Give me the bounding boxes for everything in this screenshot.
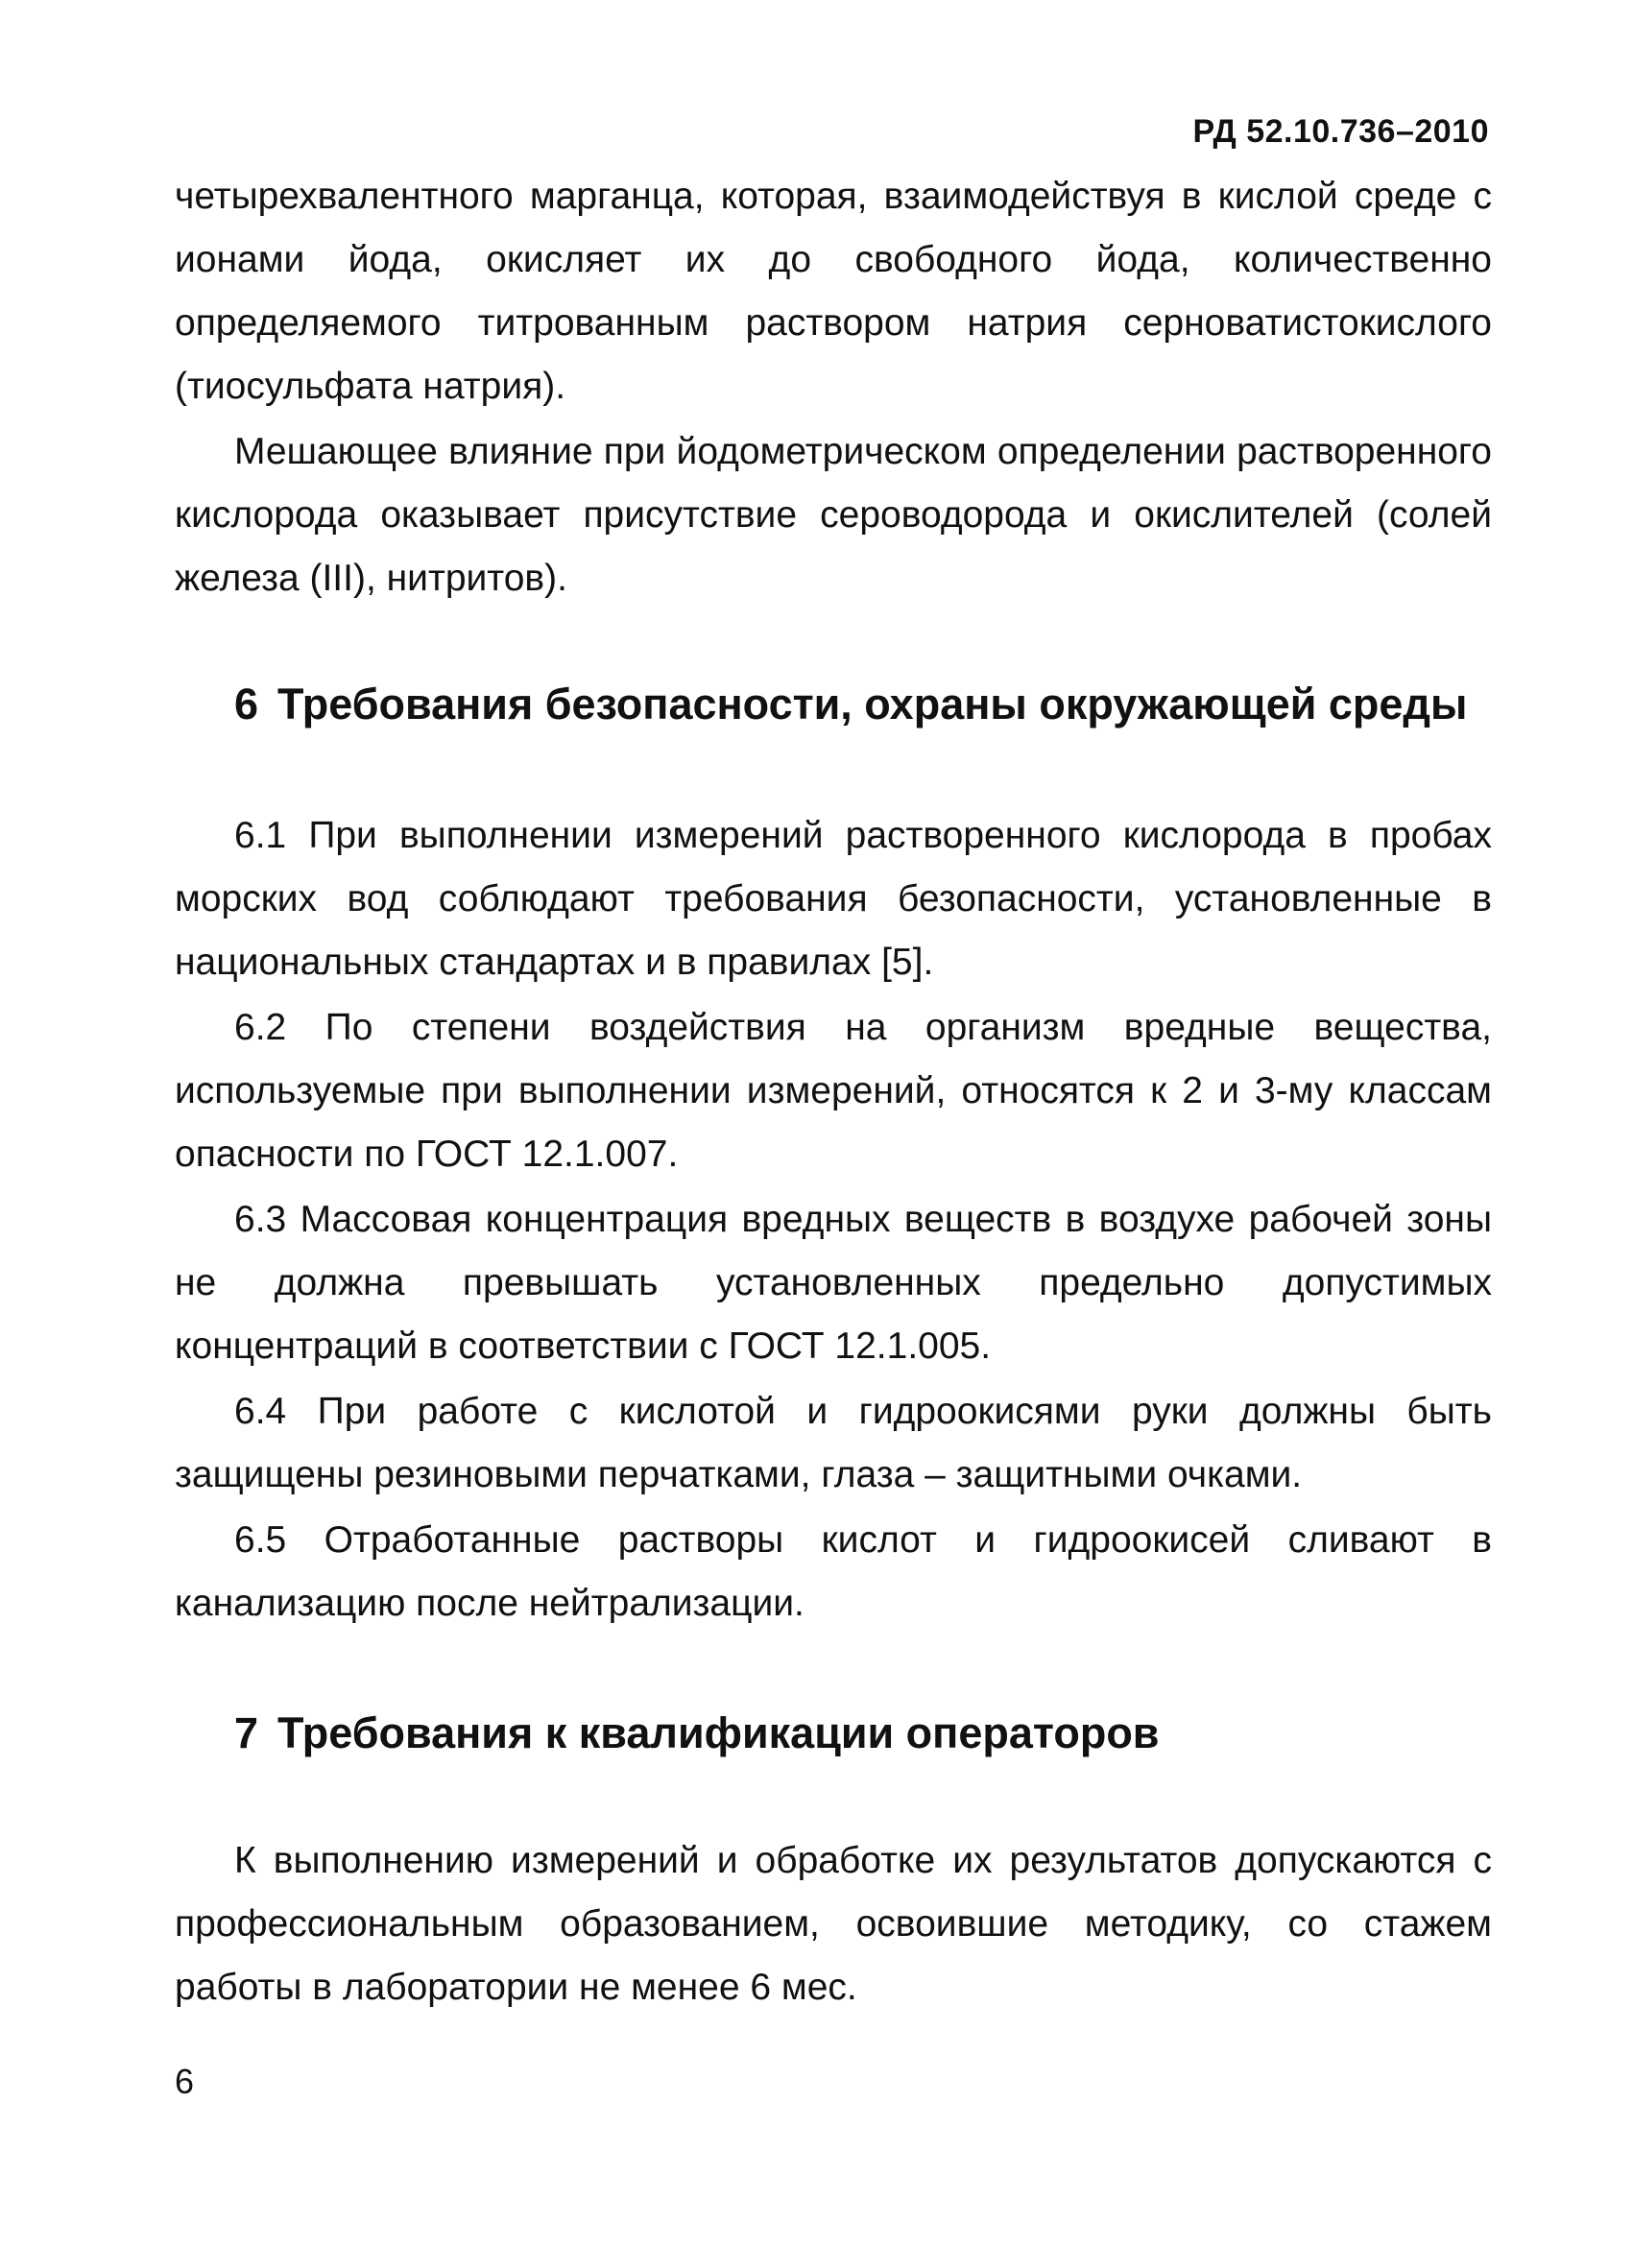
section-6-title: Требования безопасности, охраны окружающей среды: [277, 680, 1468, 728]
section-6-item-2: 6.2 По степени воздействия на организм вредные вещества, используемые при выполнении измерений, относятся к 2 и 3-му классам опасности по ГОСТ 12.1.007.: [175, 1007, 1492, 1175]
section-6-item-5: 6.5 Отработанные растворы кислот и гидроокисей сливают в канализацию после нейтрализации.: [175, 1519, 1492, 1624]
section-6-number: 6: [234, 680, 259, 728]
section-6-item-3: 6.3 Массовая концентрация вредных веществ в воздухе рабочей зоны не должна превышать установленных предельно допустимых концентраций в соответствии с ГОСТ 12.1.005.: [175, 1199, 1492, 1367]
paragraph-intro-1: четырехвалентного марганца, которая, взаимодействуя в кислой среде с ионами йода, окисляет их до свободного йода, количественно определяемого титрованным раствором натрия серноватистокислого (тиосульфата натрия).: [175, 176, 1492, 407]
section-7-heading: [175, 1708, 1492, 1758]
section-6-item-4: 6.4 При работе с кислотой и гидроокисями руки должны быть защищены резиновыми перчатками, глаза – защитными очками.: [175, 1391, 1492, 1495]
section-7-number: 7: [234, 1708, 259, 1757]
section-6-item-1: 6.1 При выполнении измерений растворенного кислорода в пробах морских вод соблюдают требования безопасности, установленные в национальных стандартах и в правилах [5].: [175, 815, 1492, 983]
section-7-title: Требования к квалификации операторов: [277, 1708, 1160, 1757]
page-number: 6: [175, 2062, 195, 2101]
document-code: РД 52.10.736–2010: [1192, 113, 1489, 150]
paragraph-intro-2: Мешающее влияние при йодометрическом определении растворенного кислорода оказывает присутствие сероводорода и окислителей (солей железа (III), нитритов).: [175, 431, 1492, 599]
section-7-paragraph: К выполнению измерений и обработке их результатов допускаются с профессиональным образованием, освоившие методику, со стажем работы в лаборатории не менее 6 мес.: [175, 1840, 1492, 2008]
page-content: [175, 165, 1492, 2019]
section-6-heading: [175, 680, 1492, 729]
